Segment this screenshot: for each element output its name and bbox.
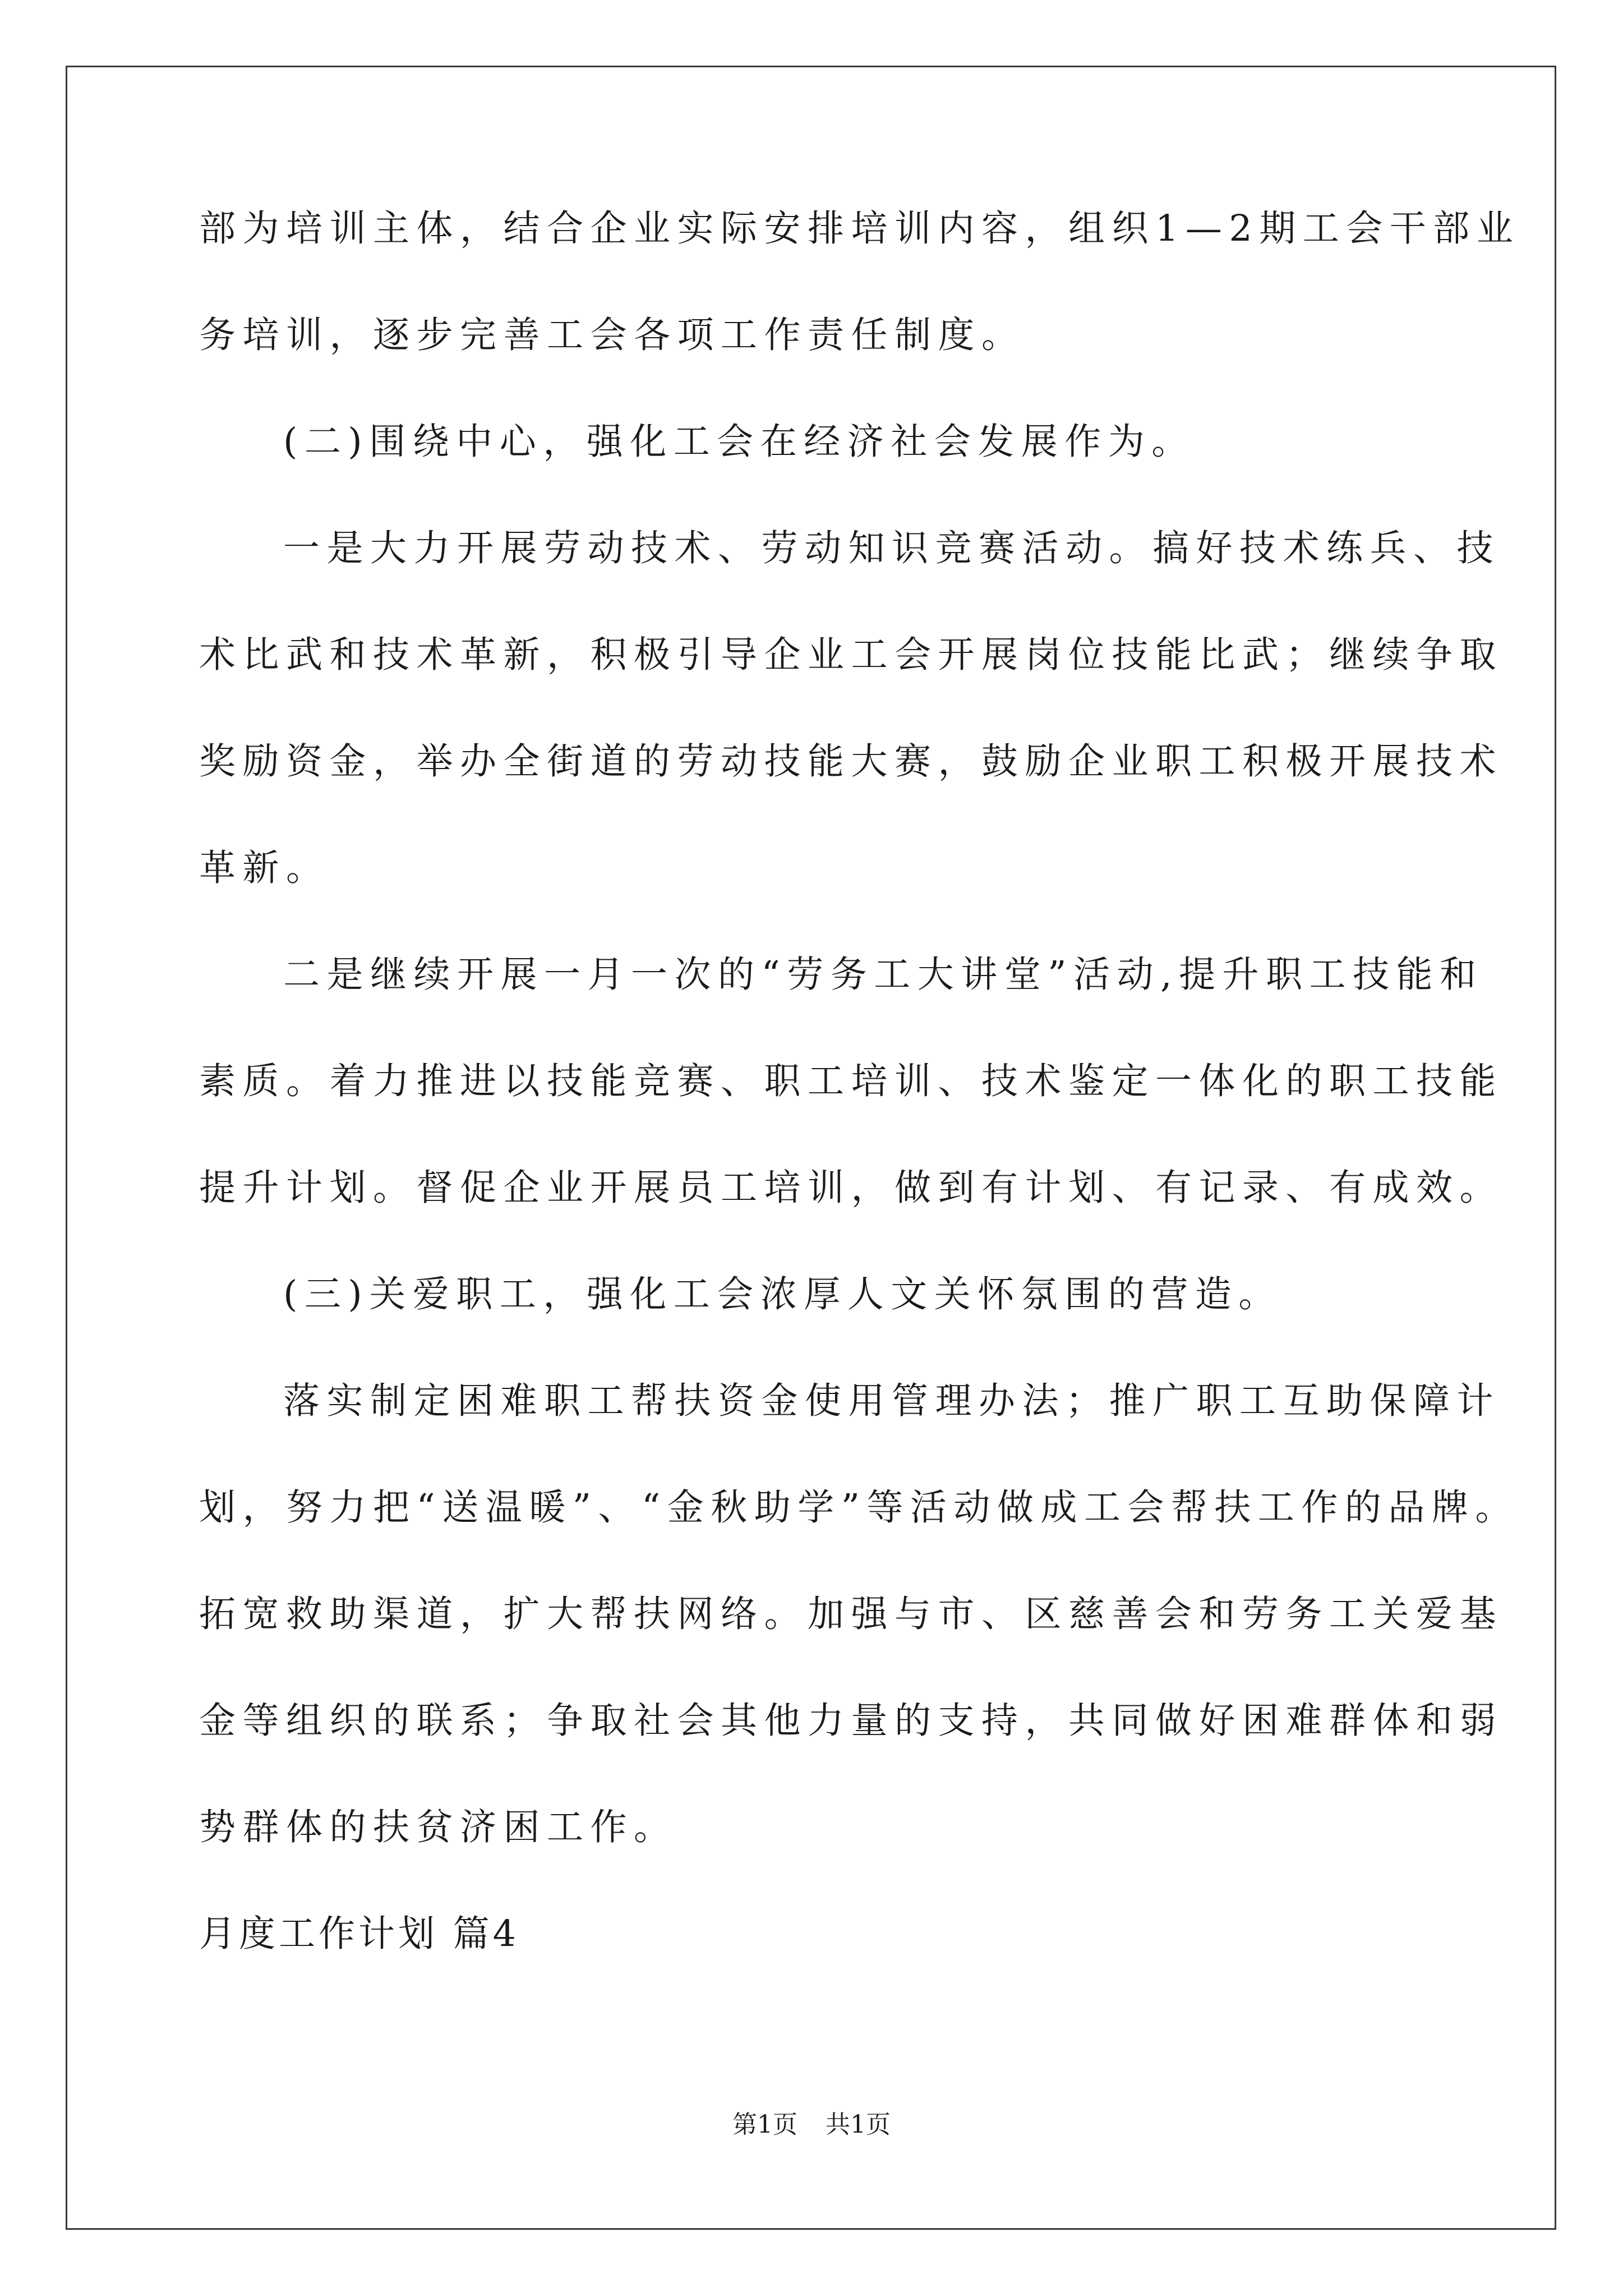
paragraph-line: 部为培训主体，结合企业实际安排培训内容，组织1—2期工会干部业 (199, 208, 1520, 250)
page-number-current: 第1页 (732, 2110, 797, 2139)
subheading-line: (三)关爱职工，强化工会浓厚人文关怀氛围的营造。 (283, 1273, 1282, 1315)
paragraph-line: 拓宽救助渠道，扩大帮扶网络。加强与市、区慈善会和劳务工关爱基 (199, 1593, 1504, 1635)
subheading-line: (二)围绕中心，强化工会在经济社会发展作为。 (283, 421, 1195, 463)
section-heading: 月度工作计划 篇4 (199, 1913, 520, 1955)
paragraph-line: 金等组织的联系；争取社会其他力量的支持，共同做好困难群体和弱 (199, 1700, 1504, 1742)
document-body (199, 208, 1520, 1955)
paragraph-line: 革新。 (199, 847, 330, 889)
paragraph-line: 势群体的扶贫济困工作。 (199, 1806, 677, 1848)
paragraph-line: 术比武和技术革新，积极引导企业工会开展岗位技能比武；继续争取 (199, 634, 1504, 676)
paragraph-line: 划，努力把“送温暖”、“金秋助学”等活动做成工会帮扶工作的品牌。 (199, 1487, 1519, 1529)
paragraph-line: 务培训，逐步完善工会各项工作责任制度。 (199, 314, 1025, 356)
paragraph-line: 素质。着力推进以技能竞赛、职工培训、技术鉴定一体化的职工技能 (199, 1060, 1504, 1102)
paragraph-line: 一是大力开展劳动技术、劳动知识竞赛活动。搞好技术练兵、技 (283, 527, 1501, 569)
page-number-total: 共1页 (826, 2110, 891, 2139)
paragraph-line: 提升计划。督促企业开展员工培训，做到有计划、有记录、有成效。 (199, 1167, 1504, 1209)
paragraph-line: 二是继续开展一月一次的“劳务工大讲堂”活动,提升职工技能和 (283, 954, 1483, 996)
paragraph-line: 奖励资金，举办全街道的劳动技能大赛，鼓励企业职工积极开展技术 (199, 740, 1504, 783)
page-footer (0, 2110, 1623, 2139)
paragraph-line: 落实制定困难职工帮扶资金使用管理办法；推广职工互助保障计 (283, 1380, 1501, 1422)
